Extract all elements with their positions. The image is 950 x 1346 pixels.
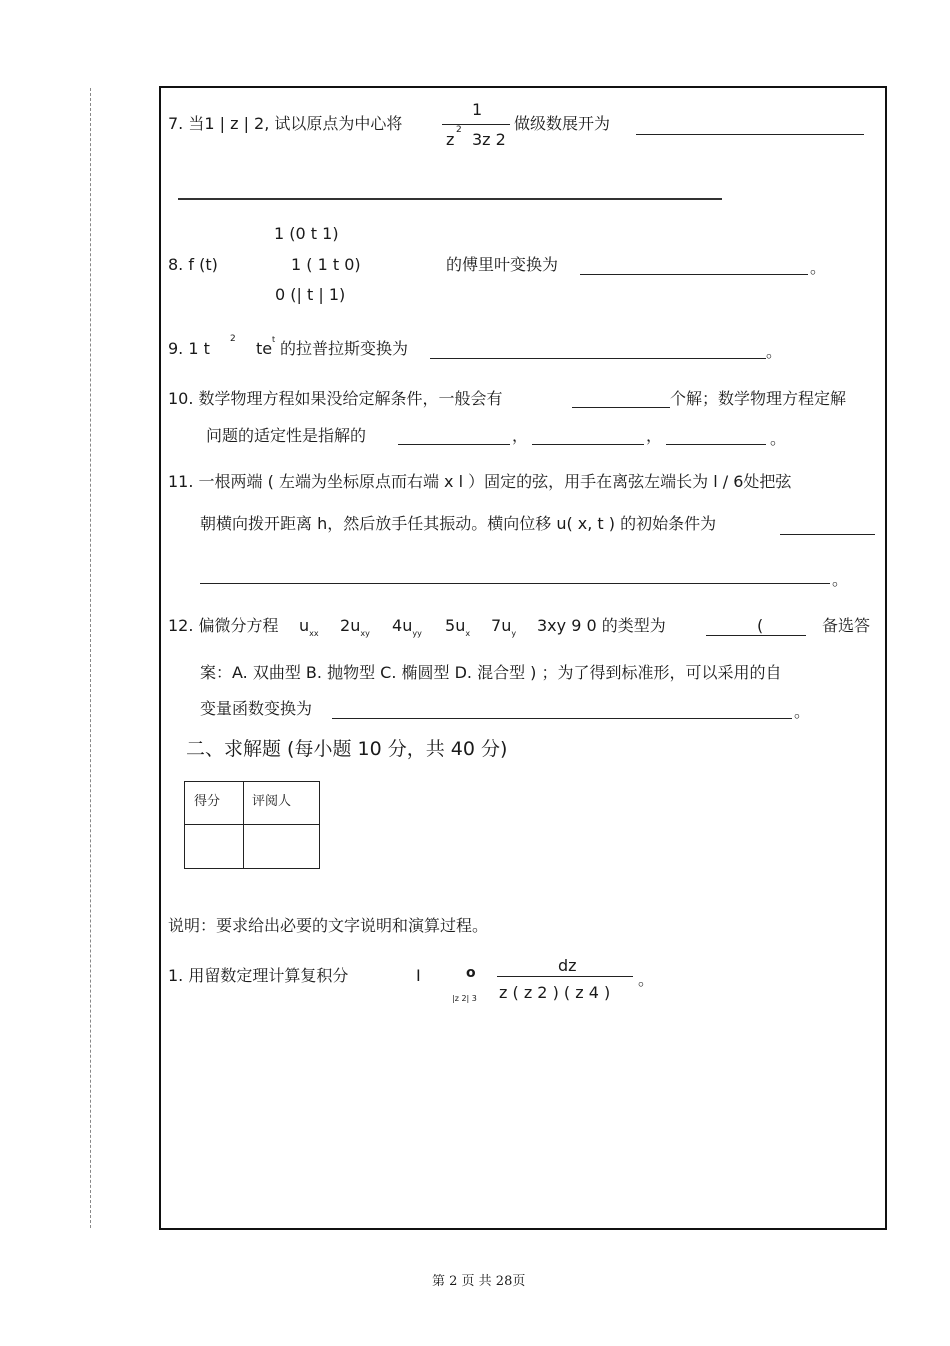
q11-line-1: 11. 一根两端 ( 左端为坐标原点而右端 x l ）固定的弦，用手在离弦左端长为 l / 6处把弦: [168, 472, 792, 491]
q8-answer-blank[interactable]: [580, 274, 808, 275]
problem-1-numerator: dz: [558, 956, 577, 975]
q9-suffix: 的拉普拉斯变换为: [280, 339, 409, 358]
q12-type-blank[interactable]: [706, 635, 806, 636]
q12-options-label: 备选答: [822, 616, 871, 635]
q9-sup-1: 2: [230, 334, 236, 344]
q7-suffix: 做级数展开为: [514, 114, 611, 133]
grader-header: 评阅人: [252, 794, 292, 809]
problem-1-contour: |z 2| 3: [452, 994, 477, 1003]
q11-line-2: 朝横向拨开距离 h，然后放手任其振动。横向位移 u( x, t ) 的初始条件为: [200, 514, 717, 533]
problem-1-denominator: z ( z 2 ) ( z 4 ): [499, 983, 611, 1002]
instructions-note: 说明：要求给出必要的文字说明和演算过程。: [168, 916, 489, 935]
score-header: 得分: [194, 794, 221, 809]
q9-sup-2: t: [272, 335, 276, 344]
q12-tail: 3xy 9 0 的类型为: [537, 616, 666, 635]
q10-comma-1: ，: [512, 426, 529, 445]
q8-suffix: 的傅里叶变换为: [446, 255, 559, 274]
q12-term-uy: $7u_y$: [491, 616, 517, 638]
q8-piece-row-2: 1 ( 1 t 0): [291, 255, 361, 274]
score-table-row-divider: [185, 824, 319, 825]
binding-margin-line: [90, 88, 91, 1228]
q8-piece-row-3: 0 (| t | 1): [275, 285, 346, 304]
q12-line-2: 案：A. 双曲型 B. 抛物型 C. 椭圆型 D. 混合型 ) ；为了得到标准形，可以采用的自: [200, 663, 782, 682]
q7-answer-blank-1[interactable]: [636, 134, 864, 135]
problem-1-fraction-bar: [497, 976, 633, 977]
score-table-divider: [243, 782, 244, 868]
q8-end: 。: [810, 258, 827, 277]
q10-blank-3[interactable]: [666, 444, 766, 445]
q10-comma-2: ，: [646, 426, 663, 445]
q11-answer-blank-1[interactable]: [780, 534, 875, 535]
q12-line-3: 变量函数变换为: [200, 699, 313, 718]
q12-paren: (: [757, 616, 764, 635]
q11-end: 。: [832, 570, 849, 589]
q8-label: 8. f (t): [168, 255, 218, 274]
q10-line1-b: 个解；数学物理方程定解: [670, 389, 847, 408]
q10-blank-1[interactable]: [398, 444, 510, 445]
q10-line1-a: 10. 数学物理方程如果没给定解条件，一般会有: [168, 389, 503, 408]
q9-end: 。: [766, 342, 783, 361]
q12-end: 。: [794, 702, 811, 721]
q7-fraction-bar: [442, 124, 510, 125]
problem-1-label: 1. 用留数定理计算复积分: [168, 966, 349, 985]
q12-term-uyy: $4u_{yy}$: [392, 616, 422, 638]
q9-te: te: [256, 339, 273, 358]
score-cell[interactable]: [186, 826, 242, 866]
q10-blank-count[interactable]: [572, 407, 670, 408]
q7-denom-rest: 3z 2: [472, 130, 506, 149]
q9-answer-blank[interactable]: [430, 358, 766, 359]
q7-denom-z: z: [446, 130, 455, 149]
q7-prefix: 7. 当1 | z | 2, 试以原点为中心将: [168, 114, 403, 133]
problem-1-integral-symbol: I: [416, 966, 421, 985]
q7-denom-sup: 2: [456, 125, 462, 135]
q11-answer-blank-2[interactable]: [200, 583, 830, 584]
q12-term-uxy: $2u_{xy}$: [340, 616, 370, 638]
section-2-title: 二、求解题 (每小题 10 分，共 40 分): [186, 738, 508, 760]
q7-answer-blank-2[interactable]: [178, 198, 722, 200]
q10-blank-2[interactable]: [532, 444, 644, 445]
contour-integral-icon: o: [466, 965, 476, 981]
q10-end: 。: [770, 429, 787, 448]
score-table: [184, 781, 320, 869]
q10-line2-a: 问题的适定性是指解的: [206, 426, 367, 445]
q12-term-uxx: $u_{xx}$: [299, 616, 319, 638]
q12-term-ux: $5u_x$: [445, 616, 471, 638]
problem-1-end: 。: [638, 970, 655, 989]
q9-label: 9. 1 t: [168, 339, 210, 358]
q8-piece-row-1: 1 (0 t 1): [274, 224, 339, 243]
q12-transform-blank[interactable]: [332, 718, 792, 719]
q7-numerator: 1: [472, 100, 483, 119]
page-footer: 第 2 页 共 28页: [432, 1274, 526, 1289]
grader-cell[interactable]: [245, 826, 317, 866]
q12-label: 12. 偏微分方程: [168, 616, 279, 635]
